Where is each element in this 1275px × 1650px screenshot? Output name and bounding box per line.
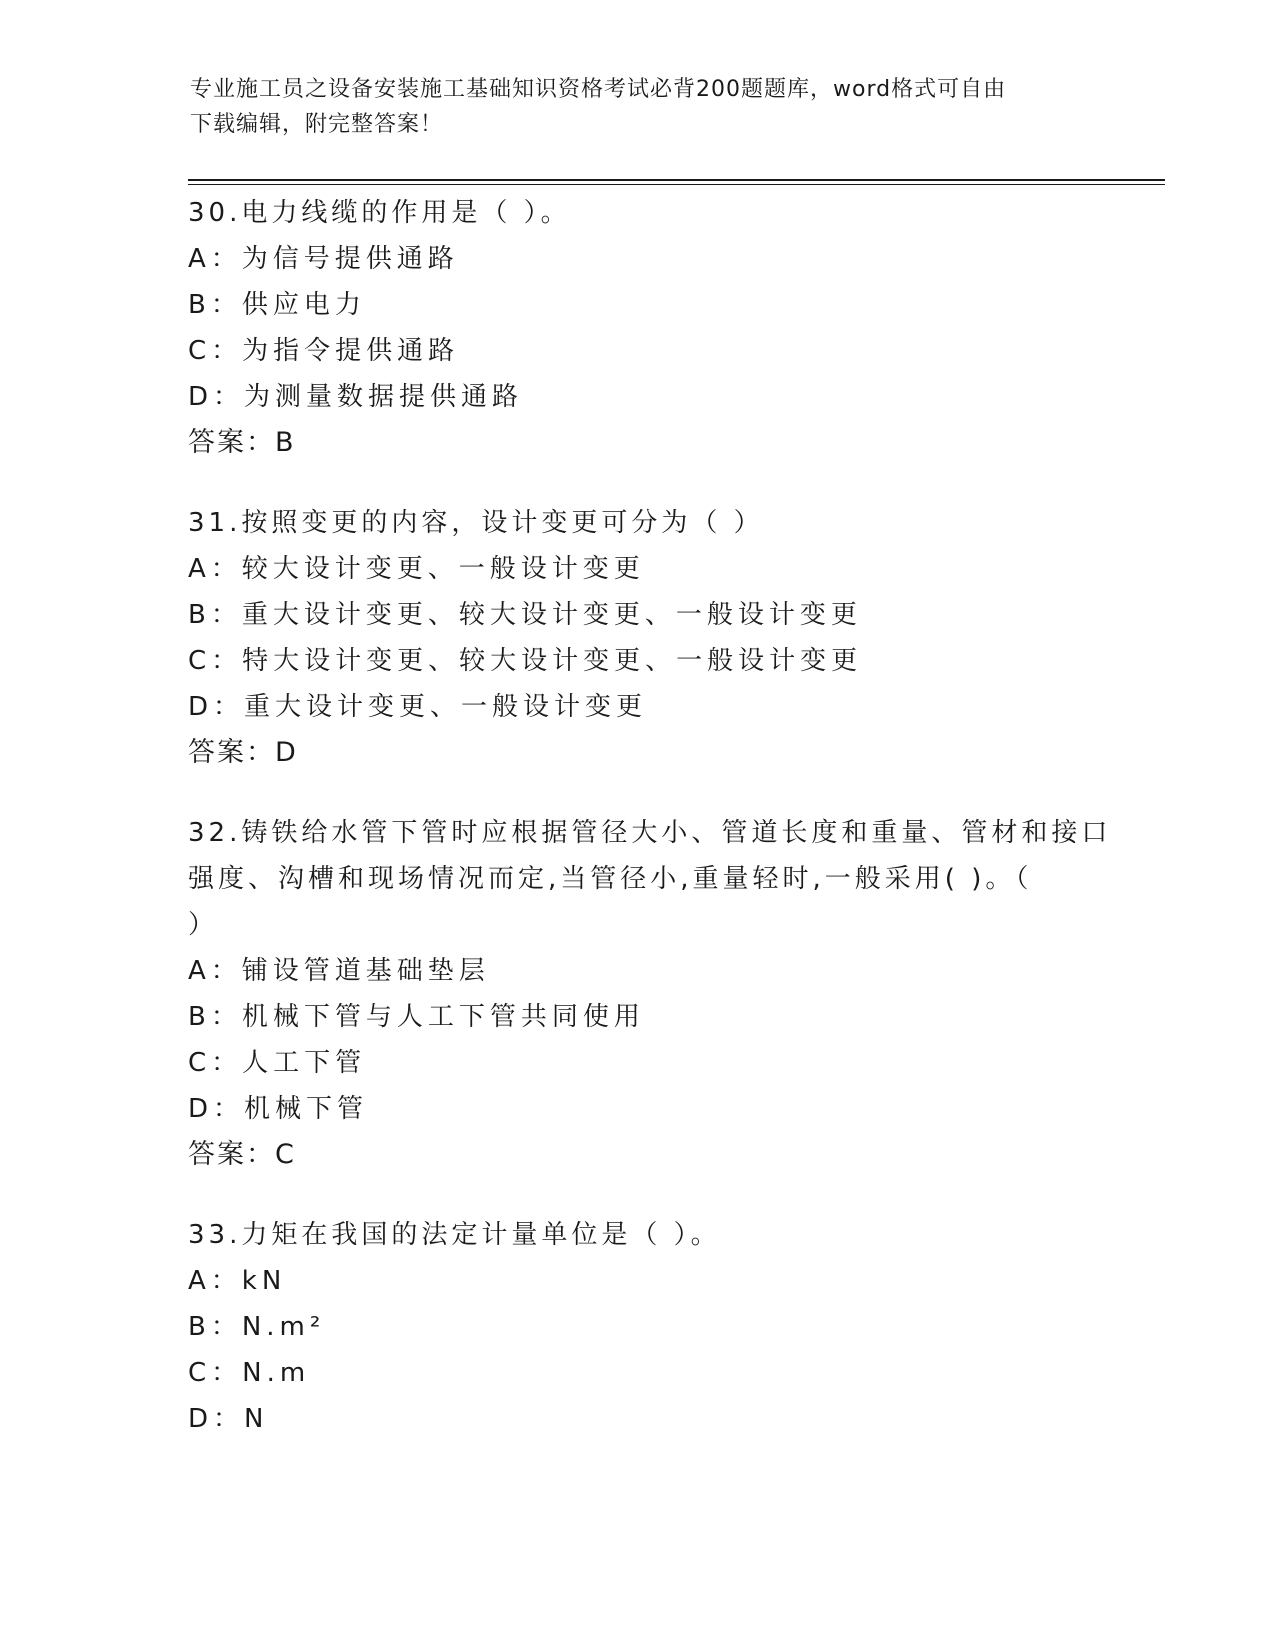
option-a: A：较大设计变更、一般设计变更 [188,554,645,584]
question-33 [188,1212,1088,1442]
option-d: D：为测量数据提供通路 [188,382,524,412]
option-a: A：为信号提供通路 [188,244,459,274]
question-30 [188,190,1088,466]
question-32 [188,810,1112,1178]
header-line-2: 下载编辑，附完整答案！ [190,112,444,137]
option-c: C：为指令提供通路 [188,336,460,366]
question-stem-line-2: 强度、沟槽和现场情况而定,当管径小,重量轻时,一般采用( )。（ [188,864,1033,894]
question-31 [188,500,1088,776]
option-b: B：重大设计变更、较大设计变更、一般设计变更 [188,600,862,630]
question-stem: 33.力矩在我国的法定计量单位是（ ）。 [188,1220,721,1250]
document-header [190,72,1090,142]
option-d: D：机械下管 [188,1094,369,1124]
header-line-1: 专业施工员之设备安装施工基础知识资格考试必背200题题库，word格式可自由 [190,77,1007,102]
question-list [188,190,1112,1476]
option-d: D：重大设计变更、一般设计变更 [188,692,648,722]
answer: 答案：D [188,737,298,768]
header-divider-thin [188,184,1165,185]
option-c: C：人工下管 [188,1048,367,1078]
option-c: C：N.m [188,1358,311,1388]
option-b: B：N.m² [188,1312,326,1342]
option-d: D：N [188,1404,269,1434]
option-a: A：铺设管道基础垫层 [188,956,490,986]
answer: 答案：B [188,427,296,458]
question-stem-line-1: 32.铸铁给水管下管时应根据管径大小、管道长度和重量、管材和接口 [188,818,1112,848]
option-c: C：特大设计变更、较大设计变更、一般设计变更 [188,646,863,676]
question-stem: 30.电力线缆的作用是（ ）。 [188,198,571,228]
option-b: B：供应电力 [188,290,366,320]
option-b: B：机械下管与人工下管共同使用 [188,1002,645,1032]
question-stem: 31.按照变更的内容，设计变更可分为（ ） [188,508,764,538]
question-stem-line-3: ） [188,910,219,940]
option-a: A：kN [188,1266,287,1296]
answer: 答案：C [188,1139,296,1170]
header-divider-thick [188,179,1165,181]
